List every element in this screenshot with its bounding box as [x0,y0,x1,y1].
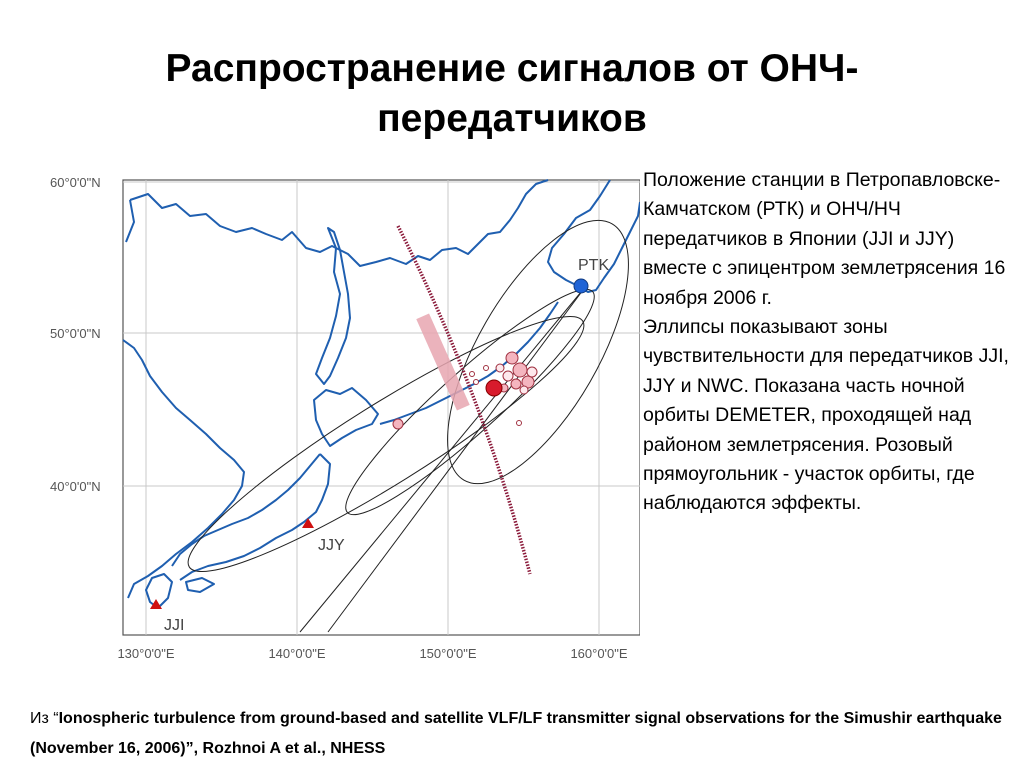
citation-text: Ionospheric turbulence from ground-based and satellite VLF/LF transmitter signal observations for the Simushir earthquake (November 16, 2006)”, Rozhnoi A et al., NHESS [30,710,1002,757]
lon-label-150: 150°0'0"E [419,646,477,661]
lon-label-140: 140°0'0"E [268,646,326,661]
label-jji: JJI [164,617,185,634]
lon-label-160: 160°0'0"E [570,646,628,661]
lat-label-40: 40°0'0"N [50,479,101,494]
lon-label-130: 130°0'0"E [117,646,175,661]
epicenter-marker [486,380,502,396]
description-paragraph-2: Эллипсы показывают зоны чувствительности для передатчиков JJI, JJY и NWC. Показана часть ночной орбиты DEMETER, проходящей над районом землетрясения. Розовый прямоугольник - участок орбиты, где наблюдаются эффекты. [643,316,1009,515]
map-panel [30,162,640,672]
label-jjy: JJY [318,537,345,554]
ptk-receiver-marker [574,279,588,293]
map-description [643,166,1015,519]
map-frame [123,180,640,635]
page-title: Распространение сигналов от ОНЧ-передатчиков [165,47,859,140]
map-figure [30,162,640,672]
lat-label-50: 50°0'0"N [50,326,101,341]
label-ptk: PTK [578,257,610,274]
lat-label-60: 60°0'0"N [50,175,101,190]
source-citation [30,704,1010,764]
citation-prefix: Из “ [30,710,59,727]
description-paragraph-1: Положение станции в Петропавловске-Камчатском (РТК) и ОНЧ/НЧ передатчиков в Японии (JJI и JJY) вместе с эпицентром землетрясения 16 ноября 2006 г. [643,169,1006,309]
